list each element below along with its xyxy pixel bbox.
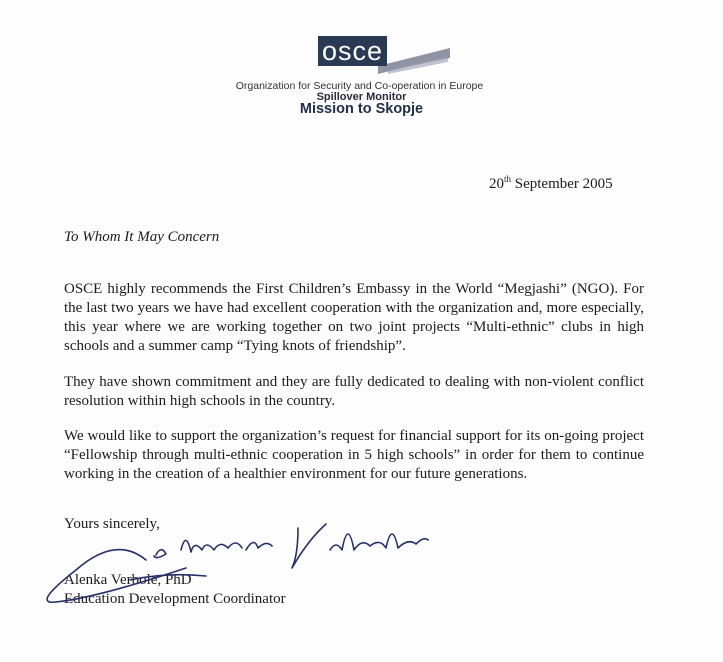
letter-date	[489, 174, 613, 193]
logo-wordmark: osce	[318, 36, 387, 66]
mission-title: Mission to Skopje	[299, 101, 424, 117]
date-suffix: th	[504, 174, 512, 184]
paragraph-support-request: We would like to support the organization’s request for financial support for its on-going project “Fellowship through multi-ethnic cooperation in 5 high schools” in order for them to continue working in the creation of a healthier environment for our future generations.	[64, 428, 644, 482]
date-day: 20	[489, 176, 504, 192]
handwritten-signature	[36, 510, 456, 620]
signer-name: Alenka Verbole, PhD	[64, 572, 192, 588]
closing: Yours sincerely,	[64, 516, 160, 532]
date-month-year: September 2005	[511, 176, 613, 192]
signer-title: Education Development Coordinator	[64, 591, 286, 607]
osce-swoosh-icon	[378, 44, 450, 74]
osce-logo	[318, 36, 448, 76]
paragraph-recommendation: OSCE highly recommends the First Children’s Embassy in the World “Megjashi” (NGO). For the last two years we have had excellent cooperation with the organization and, more especially, this year where we are working together on two joint projects “Multi-ethnic” clubs in high schools and a summer camp “Tying knots of friendship”.	[64, 281, 644, 354]
organization-name: Organization for Security and Co-operation in Europe	[235, 80, 484, 92]
paragraph-commitment: They have shown commitment and they are fully dedicated to dealing with non-violent conflict resolution within high schools in the country.	[64, 374, 644, 409]
spillover-monitor-label: Spillover Monitor	[316, 91, 407, 103]
salutation: To Whom It May Concern	[64, 229, 220, 245]
